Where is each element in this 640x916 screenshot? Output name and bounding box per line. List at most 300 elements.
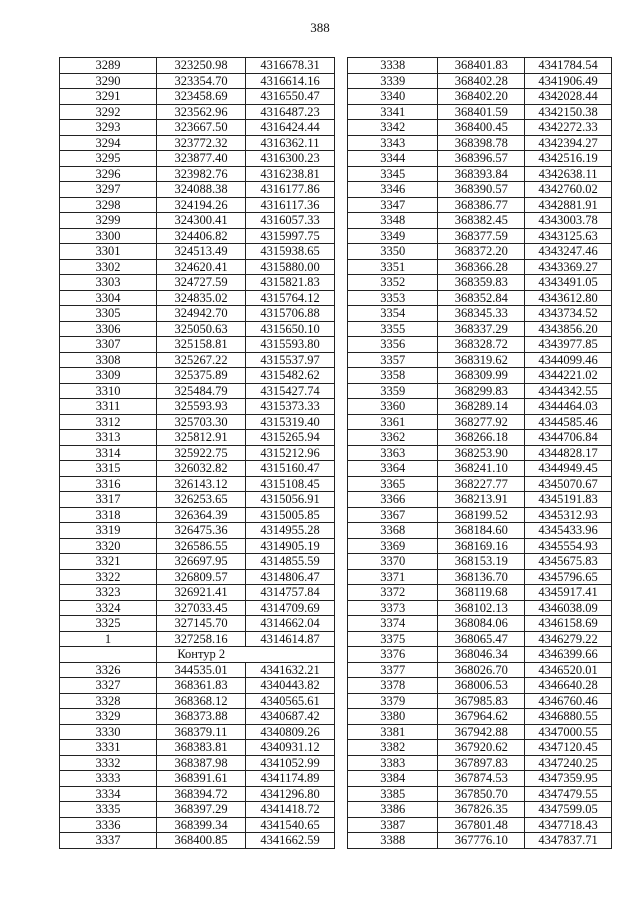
point-number-cell: 3303: [60, 275, 157, 291]
table-row: [348, 678, 612, 694]
point-number-cell: 3295: [60, 151, 157, 167]
y-coordinate-cell: 4343734.52: [525, 306, 612, 322]
x-coordinate-cell: 368319.62: [438, 352, 525, 368]
table-row: [60, 244, 335, 260]
x-coordinate-cell: 368046.34: [438, 647, 525, 663]
table-row: [60, 554, 335, 570]
point-number-cell: 3351: [348, 259, 438, 275]
y-coordinate-cell: 4340809.26: [246, 724, 335, 740]
y-coordinate-cell: 4344342.55: [525, 383, 612, 399]
y-coordinate-cell: 4316614.16: [246, 73, 335, 89]
x-coordinate-cell: 368352.84: [438, 290, 525, 306]
x-coordinate-cell: 324727.59: [157, 275, 246, 291]
table-row: [60, 476, 335, 492]
point-number-cell: 3358: [348, 368, 438, 384]
x-coordinate-cell: 367850.70: [438, 786, 525, 802]
x-coordinate-cell: 326921.41: [157, 585, 246, 601]
y-coordinate-cell: 4315160.47: [246, 461, 335, 477]
table-row: [348, 833, 612, 849]
x-coordinate-cell: 326364.39: [157, 507, 246, 523]
table-row: [348, 709, 612, 725]
y-coordinate-cell: 4342760.02: [525, 182, 612, 198]
y-coordinate-cell: 4315537.97: [246, 352, 335, 368]
point-number-cell: 3307: [60, 337, 157, 353]
table-row: [60, 647, 335, 663]
table-row: [60, 538, 335, 554]
x-coordinate-cell: 368368.12: [157, 693, 246, 709]
x-coordinate-cell: 368396.57: [438, 151, 525, 167]
table-row: [348, 724, 612, 740]
x-coordinate-cell: 324835.02: [157, 290, 246, 306]
y-coordinate-cell: 4342516.19: [525, 151, 612, 167]
y-coordinate-cell: 4316177.86: [246, 182, 335, 198]
table-row: [348, 740, 612, 756]
table-row: [60, 337, 335, 353]
table-row: [348, 569, 612, 585]
table-row: [348, 445, 612, 461]
y-coordinate-cell: 4314806.47: [246, 569, 335, 585]
table-row: [348, 213, 612, 229]
x-coordinate-cell: 368379.11: [157, 724, 246, 740]
y-coordinate-cell: 4340687.42: [246, 709, 335, 725]
y-coordinate-cell: 4315938.65: [246, 244, 335, 260]
x-coordinate-cell: 326697.95: [157, 554, 246, 570]
table-row: [348, 585, 612, 601]
point-number-cell: 3329: [60, 709, 157, 725]
table-row: [60, 585, 335, 601]
x-coordinate-cell: 325703.30: [157, 414, 246, 430]
table-row: [60, 306, 335, 322]
table-row: [60, 817, 335, 833]
x-coordinate-cell: 368391.61: [157, 771, 246, 787]
point-number-cell: 3339: [348, 73, 438, 89]
point-number-cell: 3387: [348, 817, 438, 833]
point-number-cell: 3368: [348, 523, 438, 539]
point-number-cell: 3367: [348, 507, 438, 523]
x-coordinate-cell: 324300.41: [157, 213, 246, 229]
point-number-cell: 3378: [348, 678, 438, 694]
point-number-cell: 3356: [348, 337, 438, 353]
point-number-cell: 3306: [60, 321, 157, 337]
y-coordinate-cell: 4316424.44: [246, 120, 335, 136]
table-row: [60, 523, 335, 539]
table-row: [60, 135, 335, 151]
x-coordinate-cell: 323354.70: [157, 73, 246, 89]
y-coordinate-cell: 4345554.93: [525, 538, 612, 554]
table-row: [60, 786, 335, 802]
x-coordinate-cell: 326143.12: [157, 476, 246, 492]
point-number-cell: 3294: [60, 135, 157, 151]
table-row: [60, 740, 335, 756]
x-coordinate-cell: 327145.70: [157, 616, 246, 632]
table-row: [60, 507, 335, 523]
point-number-cell: 3370: [348, 554, 438, 570]
x-coordinate-cell: 325375.89: [157, 368, 246, 384]
y-coordinate-cell: 4344464.03: [525, 399, 612, 415]
point-number-cell: 3379: [348, 693, 438, 709]
y-coordinate-cell: 4343125.63: [525, 228, 612, 244]
x-coordinate-cell: 368387.98: [157, 755, 246, 771]
y-coordinate-cell: 4341906.49: [525, 73, 612, 89]
x-coordinate-cell: 368169.16: [438, 538, 525, 554]
point-number-cell: 3290: [60, 73, 157, 89]
table-row: [348, 631, 612, 647]
x-coordinate-cell: 324194.26: [157, 197, 246, 213]
x-coordinate-cell: 368328.72: [438, 337, 525, 353]
x-coordinate-cell: 368401.83: [438, 58, 525, 74]
point-number-cell: 3348: [348, 213, 438, 229]
y-coordinate-cell: 4314955.28: [246, 523, 335, 539]
y-coordinate-cell: 4315373.33: [246, 399, 335, 415]
table-row: [348, 414, 612, 430]
y-coordinate-cell: 4315706.88: [246, 306, 335, 322]
x-coordinate-cell: 368253.90: [438, 445, 525, 461]
x-coordinate-cell: 368400.85: [157, 833, 246, 849]
table-row: [60, 321, 335, 337]
y-coordinate-cell: 4342272.33: [525, 120, 612, 136]
point-number-cell: 3296: [60, 166, 157, 182]
point-number-cell: 3335: [60, 802, 157, 818]
x-coordinate-cell: 368345.33: [438, 306, 525, 322]
x-coordinate-cell: 326475.36: [157, 523, 246, 539]
x-coordinate-cell: 326586.55: [157, 538, 246, 554]
table-row: [60, 73, 335, 89]
y-coordinate-cell: 4344585.46: [525, 414, 612, 430]
table-row: [60, 678, 335, 694]
x-coordinate-cell: 368266.18: [438, 430, 525, 446]
y-coordinate-cell: 4341296.80: [246, 786, 335, 802]
point-number-cell: 3344: [348, 151, 438, 167]
x-coordinate-cell: 368394.72: [157, 786, 246, 802]
point-number-cell: 3319: [60, 523, 157, 539]
table-row: [348, 492, 612, 508]
x-coordinate-cell: 368026.70: [438, 662, 525, 678]
point-number-cell: 3340: [348, 89, 438, 105]
y-coordinate-cell: 4346880.55: [525, 709, 612, 725]
x-coordinate-cell: 325593.93: [157, 399, 246, 415]
table-row: [348, 197, 612, 213]
table-row: [348, 337, 612, 353]
y-coordinate-cell: 4345070.67: [525, 476, 612, 492]
x-coordinate-cell: 326032.82: [157, 461, 246, 477]
y-coordinate-cell: 4344706.84: [525, 430, 612, 446]
point-number-cell: 3365: [348, 476, 438, 492]
table-row: [348, 166, 612, 182]
table-row: [348, 538, 612, 554]
table-row: [60, 228, 335, 244]
table-row: [348, 120, 612, 136]
x-coordinate-cell: 325812.91: [157, 430, 246, 446]
y-coordinate-cell: 4315593.80: [246, 337, 335, 353]
point-number-cell: 3343: [348, 135, 438, 151]
table-row: [60, 58, 335, 74]
x-coordinate-cell: 368390.57: [438, 182, 525, 198]
point-number-cell: 3346: [348, 182, 438, 198]
y-coordinate-cell: 4315265.94: [246, 430, 335, 446]
table-row: [60, 120, 335, 136]
y-coordinate-cell: 4343491.05: [525, 275, 612, 291]
point-number-cell: 3341: [348, 104, 438, 120]
point-number-cell: 3385: [348, 786, 438, 802]
table-row: [348, 755, 612, 771]
x-coordinate-cell: 367985.83: [438, 693, 525, 709]
y-coordinate-cell: 4314709.69: [246, 600, 335, 616]
table-row: [60, 802, 335, 818]
x-coordinate-cell: 367874.53: [438, 771, 525, 787]
point-number-cell: 3372: [348, 585, 438, 601]
x-coordinate-cell: 368359.83: [438, 275, 525, 291]
y-coordinate-cell: 4345917.41: [525, 585, 612, 601]
y-coordinate-cell: 4316487.23: [246, 104, 335, 120]
x-coordinate-cell: 368153.19: [438, 554, 525, 570]
x-coordinate-cell: 368102.13: [438, 600, 525, 616]
point-number-cell: 3374: [348, 616, 438, 632]
table-row: [348, 507, 612, 523]
point-number-cell: 3354: [348, 306, 438, 322]
x-coordinate-cell: 367801.48: [438, 817, 525, 833]
x-coordinate-cell: 323667.50: [157, 120, 246, 136]
point-number-cell: 3320: [60, 538, 157, 554]
x-coordinate-cell: 325484.79: [157, 383, 246, 399]
y-coordinate-cell: 4345191.83: [525, 492, 612, 508]
y-coordinate-cell: 4341540.65: [246, 817, 335, 833]
y-coordinate-cell: 4315056.91: [246, 492, 335, 508]
point-number-cell: 3332: [60, 755, 157, 771]
table-row: [60, 259, 335, 275]
table-row: [60, 709, 335, 725]
table-row: [348, 771, 612, 787]
x-coordinate-cell: 368119.68: [438, 585, 525, 601]
y-coordinate-cell: 4315427.74: [246, 383, 335, 399]
point-number-cell: 3317: [60, 492, 157, 508]
x-coordinate-cell: 368084.06: [438, 616, 525, 632]
table-row: [348, 73, 612, 89]
table-row: [60, 383, 335, 399]
point-number-cell: 3330: [60, 724, 157, 740]
y-coordinate-cell: 4346760.46: [525, 693, 612, 709]
x-coordinate-cell: 368402.28: [438, 73, 525, 89]
x-coordinate-cell: 326809.57: [157, 569, 246, 585]
table-row: [60, 151, 335, 167]
y-coordinate-cell: 4316238.81: [246, 166, 335, 182]
y-coordinate-cell: 4346399.66: [525, 647, 612, 663]
x-coordinate-cell: 368402.20: [438, 89, 525, 105]
y-coordinate-cell: 4315880.00: [246, 259, 335, 275]
y-coordinate-cell: 4343856.20: [525, 321, 612, 337]
point-number-cell: 3308: [60, 352, 157, 368]
x-coordinate-cell: 367964.62: [438, 709, 525, 725]
table-row: [348, 693, 612, 709]
point-number-cell: 3377: [348, 662, 438, 678]
table-row: [60, 616, 335, 632]
x-coordinate-cell: 368393.84: [438, 166, 525, 182]
x-coordinate-cell: 368199.52: [438, 507, 525, 523]
y-coordinate-cell: 4315108.45: [246, 476, 335, 492]
y-coordinate-cell: 4341052.99: [246, 755, 335, 771]
x-coordinate-cell: 323250.98: [157, 58, 246, 74]
y-coordinate-cell: 4340931.12: [246, 740, 335, 756]
x-coordinate-cell: 327033.45: [157, 600, 246, 616]
point-number-cell: 3327: [60, 678, 157, 694]
table-row: [348, 275, 612, 291]
table-row: [348, 430, 612, 446]
x-coordinate-cell: 368006.53: [438, 678, 525, 694]
table-row: [348, 786, 612, 802]
y-coordinate-cell: 4316678.31: [246, 58, 335, 74]
y-coordinate-cell: 4344828.17: [525, 445, 612, 461]
point-number-cell: 3322: [60, 569, 157, 585]
y-coordinate-cell: 4342150.38: [525, 104, 612, 120]
y-coordinate-cell: 4347120.45: [525, 740, 612, 756]
table-row: [348, 321, 612, 337]
point-number-cell: 3313: [60, 430, 157, 446]
empty-cell: [246, 647, 335, 663]
y-coordinate-cell: 4314614.87: [246, 631, 335, 647]
y-coordinate-cell: 4346640.28: [525, 678, 612, 694]
x-coordinate-cell: 324088.38: [157, 182, 246, 198]
y-coordinate-cell: 4341662.59: [246, 833, 335, 849]
table-row: [60, 275, 335, 291]
y-coordinate-cell: 4316057.33: [246, 213, 335, 229]
point-number-cell: 3305: [60, 306, 157, 322]
y-coordinate-cell: 4346520.01: [525, 662, 612, 678]
y-coordinate-cell: 4343369.27: [525, 259, 612, 275]
point-number-cell: 3293: [60, 120, 157, 136]
table-row: [60, 166, 335, 182]
x-coordinate-cell: 368309.99: [438, 368, 525, 384]
point-number-cell: 3310: [60, 383, 157, 399]
y-coordinate-cell: 4315482.62: [246, 368, 335, 384]
y-coordinate-cell: 4314905.19: [246, 538, 335, 554]
y-coordinate-cell: 4315650.10: [246, 321, 335, 337]
table-row: [60, 430, 335, 446]
point-number-cell: 3357: [348, 352, 438, 368]
table-row: [348, 135, 612, 151]
y-coordinate-cell: 4343977.85: [525, 337, 612, 353]
x-coordinate-cell: 367942.88: [438, 724, 525, 740]
table-row: [348, 461, 612, 477]
point-number-cell: 3333: [60, 771, 157, 787]
point-number-cell: 3373: [348, 600, 438, 616]
y-coordinate-cell: 4316362.11: [246, 135, 335, 151]
point-number-cell: 3359: [348, 383, 438, 399]
table-row: [348, 523, 612, 539]
table-row: [348, 58, 612, 74]
point-number-cell: 3316: [60, 476, 157, 492]
y-coordinate-cell: 4342881.91: [525, 197, 612, 213]
point-number-cell: 3353: [348, 290, 438, 306]
point-number-cell: 3345: [348, 166, 438, 182]
y-coordinate-cell: 4345312.93: [525, 507, 612, 523]
table-row: [60, 290, 335, 306]
x-coordinate-cell: 324513.49: [157, 244, 246, 260]
table-row: [60, 724, 335, 740]
table-row: [60, 104, 335, 120]
table-row: [348, 368, 612, 384]
y-coordinate-cell: 4340565.61: [246, 693, 335, 709]
point-number-cell: 3369: [348, 538, 438, 554]
y-coordinate-cell: 4347599.05: [525, 802, 612, 818]
table-row: [348, 476, 612, 492]
point-number-cell: 3314: [60, 445, 157, 461]
point-number-cell: 3363: [348, 445, 438, 461]
point-number-cell: 3297: [60, 182, 157, 198]
y-coordinate-cell: 4347240.25: [525, 755, 612, 771]
point-number-cell: 3331: [60, 740, 157, 756]
x-coordinate-cell: 327258.16: [157, 631, 246, 647]
point-number-cell: 3349: [348, 228, 438, 244]
table-row: [60, 182, 335, 198]
point-number-cell: 3347: [348, 197, 438, 213]
y-coordinate-cell: 4315319.40: [246, 414, 335, 430]
point-number-cell: 3328: [60, 693, 157, 709]
x-coordinate-cell: 367826.35: [438, 802, 525, 818]
x-coordinate-cell: 368136.70: [438, 569, 525, 585]
table-row: [60, 89, 335, 105]
point-number-cell: 3383: [348, 755, 438, 771]
x-coordinate-cell: 324620.41: [157, 259, 246, 275]
table-row: [348, 306, 612, 322]
y-coordinate-cell: 4345675.83: [525, 554, 612, 570]
table-row: [60, 693, 335, 709]
x-coordinate-cell: 368277.92: [438, 414, 525, 430]
y-coordinate-cell: 4316550.47: [246, 89, 335, 105]
x-coordinate-cell: 368400.45: [438, 120, 525, 136]
point-number-cell: 3309: [60, 368, 157, 384]
point-number-cell: 3325: [60, 616, 157, 632]
table-row: [348, 89, 612, 105]
y-coordinate-cell: 4342028.44: [525, 89, 612, 105]
point-number-cell: 3384: [348, 771, 438, 787]
x-coordinate-cell: 326253.65: [157, 492, 246, 508]
y-coordinate-cell: 4342394.27: [525, 135, 612, 151]
point-number-cell: 3318: [60, 507, 157, 523]
point-number-cell: 3289: [60, 58, 157, 74]
table-row: [60, 461, 335, 477]
x-coordinate-cell: 368383.81: [157, 740, 246, 756]
x-coordinate-cell: 323982.76: [157, 166, 246, 182]
y-coordinate-cell: 4315764.12: [246, 290, 335, 306]
x-coordinate-cell: 344535.01: [157, 662, 246, 678]
x-coordinate-cell: 325922.75: [157, 445, 246, 461]
x-coordinate-cell: 323458.69: [157, 89, 246, 105]
point-number-cell: 3338: [348, 58, 438, 74]
y-coordinate-cell: 4314662.04: [246, 616, 335, 632]
x-coordinate-cell: 368373.88: [157, 709, 246, 725]
coordinates-table-left: [59, 57, 335, 849]
x-coordinate-cell: 368065.47: [438, 631, 525, 647]
point-number-cell: 3381: [348, 724, 438, 740]
contour-heading: Контур 2: [157, 647, 246, 663]
point-number-cell: 3360: [348, 399, 438, 415]
x-coordinate-cell: 323562.96: [157, 104, 246, 120]
y-coordinate-cell: 4347837.71: [525, 833, 612, 849]
x-coordinate-cell: 368227.77: [438, 476, 525, 492]
table-row: [348, 817, 612, 833]
point-number-cell: 3361: [348, 414, 438, 430]
x-coordinate-cell: 368398.78: [438, 135, 525, 151]
y-coordinate-cell: 4315997.75: [246, 228, 335, 244]
table-row: [348, 352, 612, 368]
x-coordinate-cell: 368299.83: [438, 383, 525, 399]
x-coordinate-cell: 367897.83: [438, 755, 525, 771]
table-row: [60, 399, 335, 415]
y-coordinate-cell: 4344099.46: [525, 352, 612, 368]
y-coordinate-cell: 4341784.54: [525, 58, 612, 74]
y-coordinate-cell: 4346279.22: [525, 631, 612, 647]
point-number-cell: 3300: [60, 228, 157, 244]
table-row: [348, 290, 612, 306]
